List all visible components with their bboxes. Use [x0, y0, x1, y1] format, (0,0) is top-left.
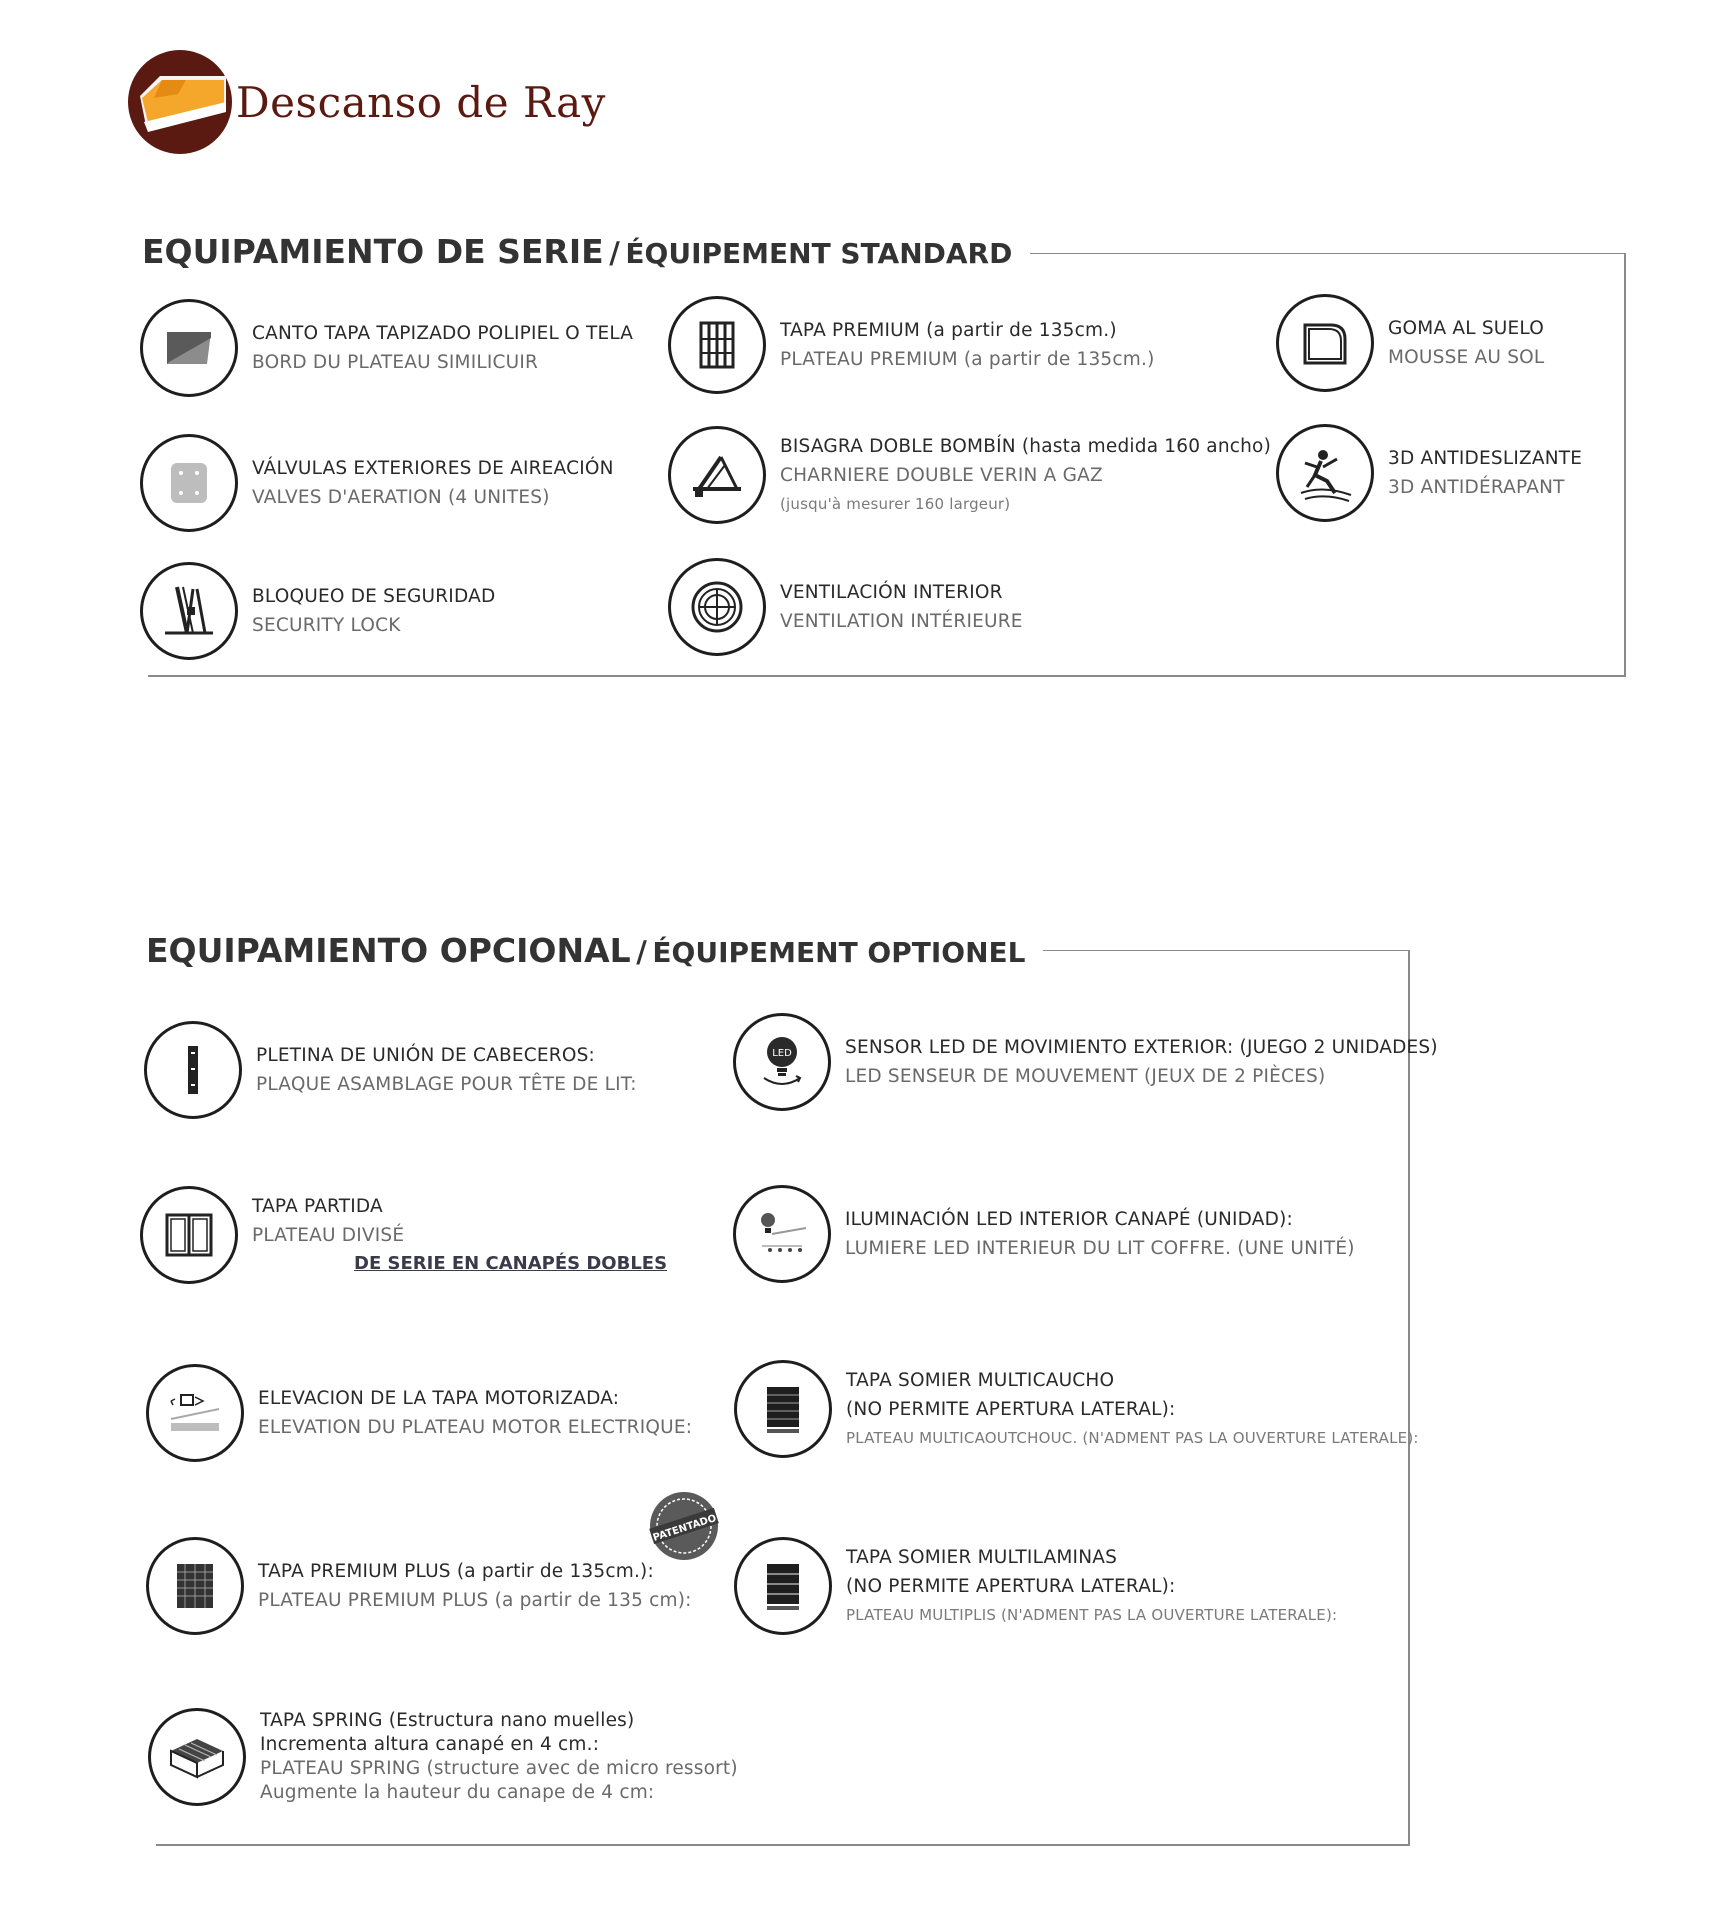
anti-slip-icon — [1276, 424, 1374, 522]
optional-section-title: EQUIPAMIENTO OPCIONAL / ÉQUIPEMENT OPTIONEL — [146, 934, 1043, 967]
option-item: TAPA SPRING (Estructura nano muelles) Incrementa altura canapé en 4 cm.: PLATEAU SPRING (structure avec de micro ressort) Augmente la hauteur du canape de 4 cm: — [148, 1708, 738, 1806]
option-item: ILUMINACIÓN LED INTERIOR CANAPÉ (UNIDAD): LUMIERE LED INTERIEUR DU LIT COFFRE. (UNE UNITÉ) — [733, 1185, 1355, 1283]
feature-item: CANTO TAPA TAPIZADO POLIPIEL O TELA BORD DU PLATEAU SIMILICUIR — [140, 299, 633, 397]
floor-foam-icon — [1276, 294, 1374, 392]
brand-logo — [126, 48, 606, 156]
premium-plus-icon — [146, 1537, 244, 1635]
option-item: LED SENSOR LED DE MOVIMIENTO EXTERIOR: (JUEGO 2 UNIDADES) LED SENSEUR DE MOUVEMENT (JEUX DE 2 PIÈCES) — [733, 1013, 1438, 1111]
led-sensor-icon — [733, 1013, 831, 1111]
svg-text:LED: LED — [772, 1048, 792, 1059]
feature-item: BISAGRA DOBLE BOMBÍN (hasta medida 160 ancho) CHARNIERE DOUBLE VERIN A GAZ (jusqu'à mesurer 160 largeur) — [668, 426, 1271, 524]
feature-item: VÁLVULAS EXTERIORES DE AIREACIÓN VALVES D'AERATION (4 UNITES) — [140, 434, 614, 532]
motorized-lift-icon — [146, 1364, 244, 1462]
security-lock-icon — [140, 562, 238, 660]
feature-item: 3D ANTIDESLIZANTE 3D ANTIDÉRAPANT — [1276, 424, 1582, 522]
upholstered-edge-icon — [140, 299, 238, 397]
option-item: TAPA PREMIUM PLUS (a partir de 135cm.): PLATEAU PREMIUM PLUS (a partir de 135 cm): — [146, 1537, 692, 1635]
premium-lid-icon — [668, 296, 766, 394]
bed-logo-icon — [126, 48, 234, 156]
patented-badge-icon — [646, 1488, 722, 1564]
option-item: TAPA PARTIDA PLATEAU DIVISÉ DE SERIE EN CANAPÉS DOBLES — [140, 1186, 667, 1284]
spring-lid-icon — [148, 1708, 246, 1806]
led-interior-icon — [733, 1185, 831, 1283]
standard-section-title: EQUIPAMIENTO DE SERIE / ÉQUIPEMENT STANDARD — [142, 235, 1030, 268]
feature-item: BLOQUEO DE SEGURIDAD SECURITY LOCK — [140, 562, 495, 660]
multi-slats-icon — [734, 1537, 832, 1635]
interior-ventilation-icon — [668, 558, 766, 656]
option-item: TAPA SOMIER MULTILAMINAS (NO PERMITE APERTURA LATERAL): PLATEAU MULTIPLIS (N'ADMENT PAS LA OUVERTURE LATERALE): — [734, 1537, 1337, 1635]
option-item: PLETINA DE UNIÓN DE CABECEROS: PLAQUE ASAMBLAGE POUR TÊTE DE LIT: — [144, 1021, 637, 1119]
feature-item: VENTILACIÓN INTERIOR VENTILATION INTÉRIEURE — [668, 558, 1023, 656]
feature-item: GOMA AL SUELO MOUSSE AU SOL — [1276, 294, 1544, 392]
gas-hinge-icon — [668, 426, 766, 524]
split-lid-icon — [140, 1186, 238, 1284]
multi-rubber-slats-icon — [734, 1360, 832, 1458]
svg-text:PATENTADO: PATENTADO — [651, 1512, 718, 1544]
brand-name: Descanso de Ray — [236, 77, 606, 127]
aeration-valves-icon — [140, 434, 238, 532]
feature-item: TAPA PREMIUM (a partir de 135cm.) PLATEAU PREMIUM (a partir de 135cm.) — [668, 296, 1154, 394]
headboard-plate-icon — [144, 1021, 242, 1119]
standard-on-double-note: DE SERIE EN CANAPÉS DOBLES — [354, 1253, 668, 1274]
option-item: TAPA SOMIER MULTICAUCHO (NO PERMITE APERTURA LATERAL): PLATEAU MULTICAOUTCHOUC. (N'ADMENT PAS LA OUVERTURE LATERALE): — [734, 1360, 1419, 1458]
option-item: ELEVACION DE LA TAPA MOTORIZADA: ELEVATION DU PLATEAU MOTOR ELECTRIQUE: — [146, 1364, 692, 1462]
